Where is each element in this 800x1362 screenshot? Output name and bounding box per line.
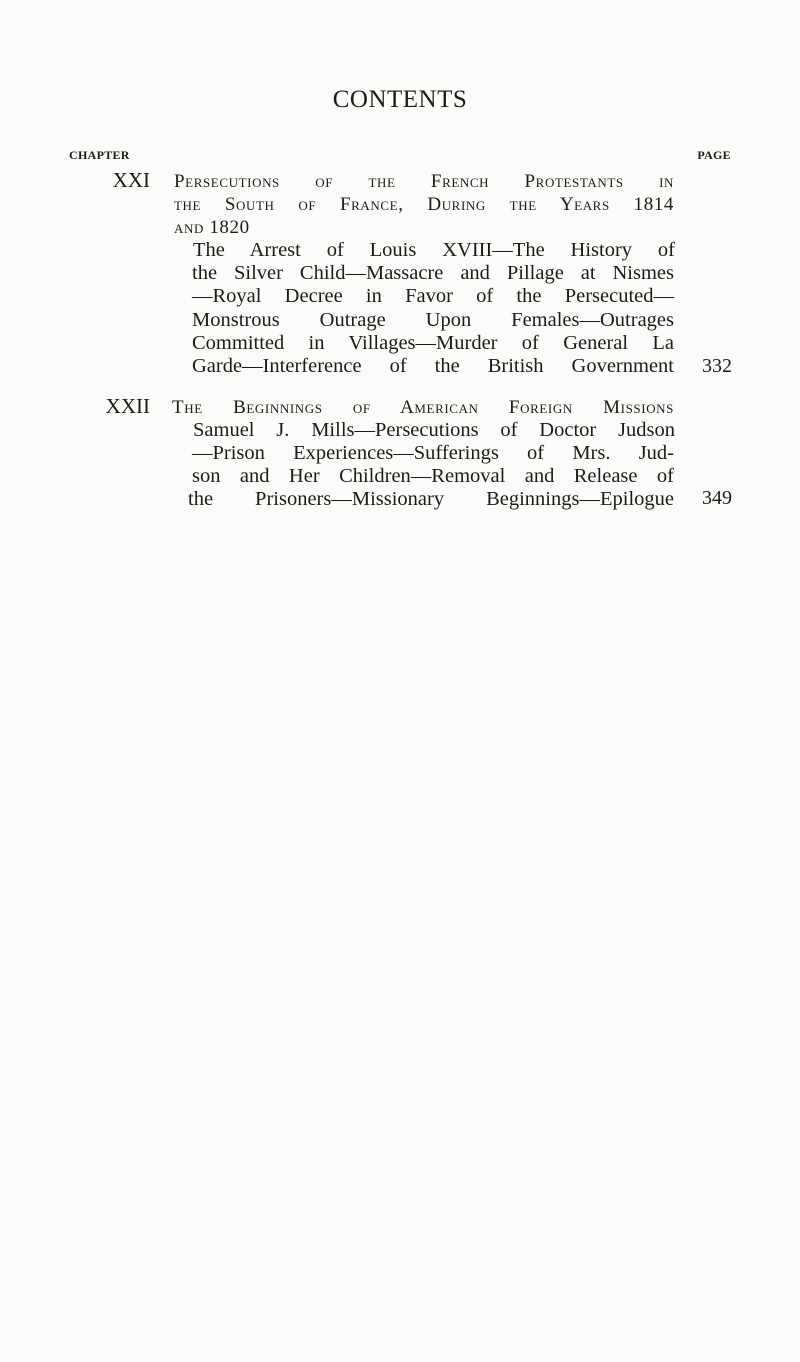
chapter-description-line: Committed in Villages—Murder of General La: [192, 332, 674, 354]
chapter-description-line: the Prisoners—Missionary Beginnings—Epilogue: [188, 488, 674, 510]
chapter-description-line: —Prison Experiences—Sufferings of Mrs. Jud-: [192, 442, 674, 464]
chapter-description-line: Garde—Interference of the British Government: [192, 355, 674, 377]
page-number: 349: [702, 487, 732, 509]
chapter-description-line: son and Her Children—Removal and Release of: [192, 465, 674, 487]
chapter-numeral: XXI: [112, 168, 150, 192]
chapter-title-line: the South of France, During the Years 1814: [174, 194, 674, 215]
chapter-title-line: and 1820: [174, 217, 250, 238]
chapter-description-line: Samuel J. Mills—Persecutions of Doctor Judson: [193, 419, 675, 441]
page-number: 332: [702, 355, 732, 377]
chapter-description-line: the Silver Child—Massacre and Pillage at Nismes: [192, 262, 674, 284]
chapter-description-line: —Royal Decree in Favor of the Persecuted—: [192, 285, 674, 307]
chapter-description-line: Monstrous Outrage Upon Females—Outrages: [192, 309, 674, 331]
page-header: PAGE: [697, 148, 731, 162]
chapter-description-line: The Arrest of Louis XVIII—The History of: [193, 239, 675, 261]
chapter-title-line: The Beginnings of American Foreign Missions: [172, 397, 674, 418]
page-title: CONTENTS: [332, 86, 468, 113]
chapter-title-line: Persecutions of the French Protestants in: [174, 171, 674, 192]
chapter-header: CHAPTER: [69, 148, 130, 162]
chapter-numeral: XXII: [105, 394, 150, 418]
